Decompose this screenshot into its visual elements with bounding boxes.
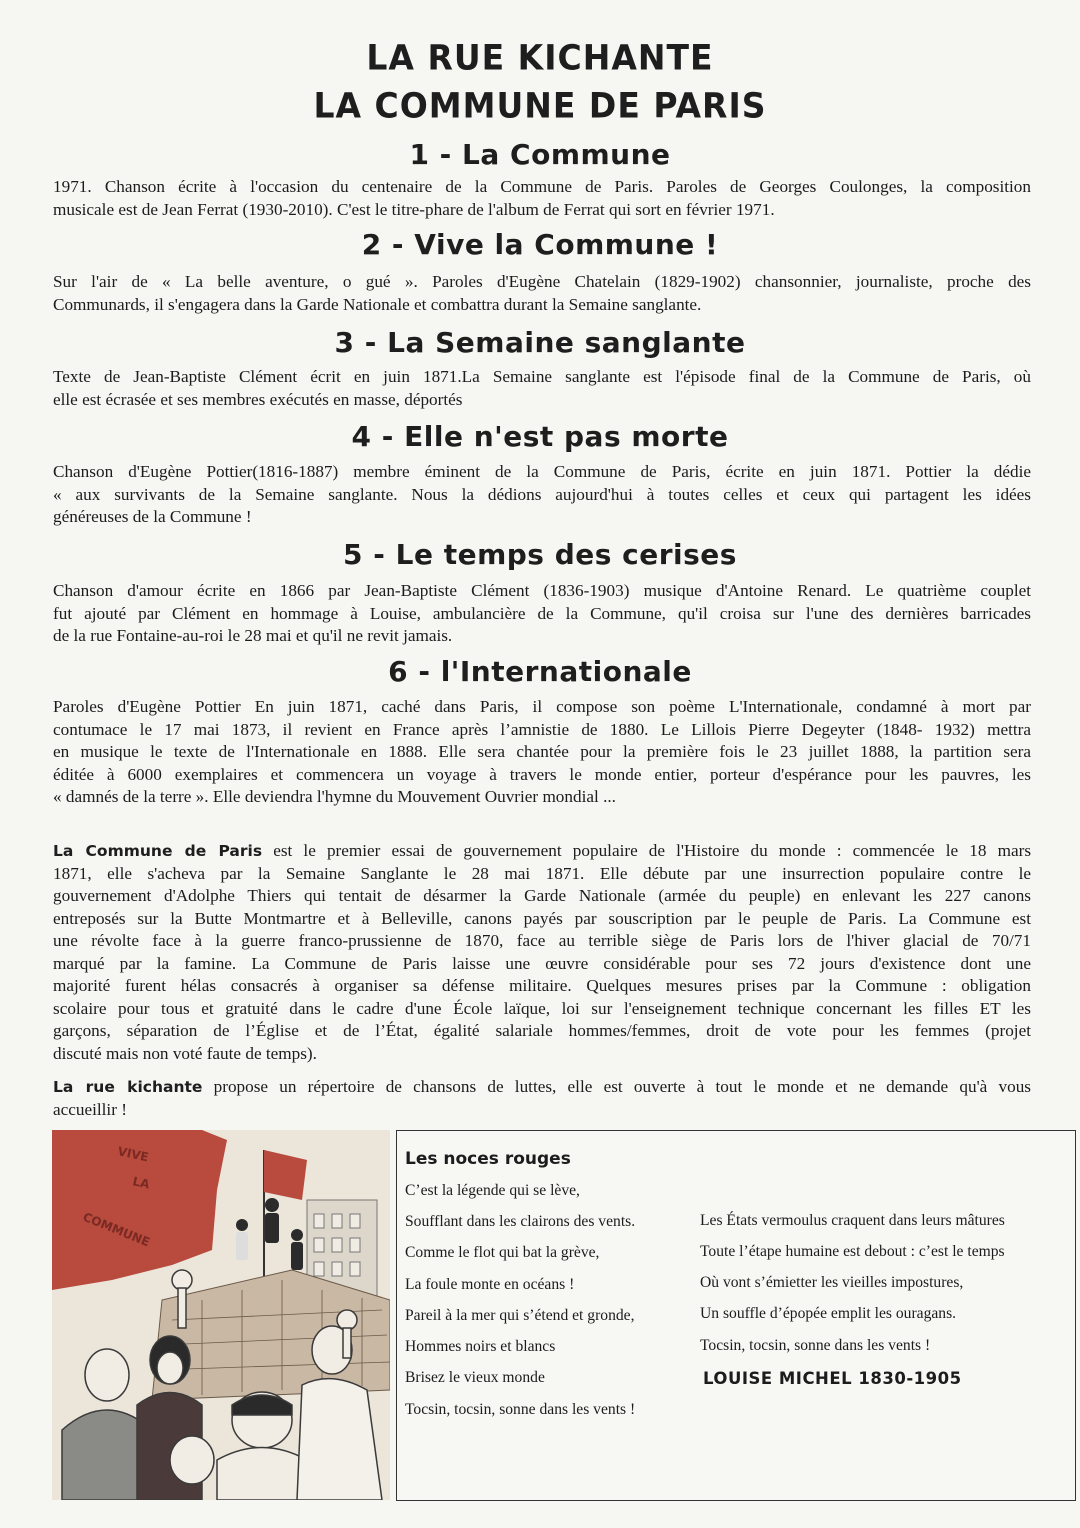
song-text-5 (53, 580, 1031, 648)
text-line: Sur l'air de « La belle aventure, o gué ». Paroles d'Eugène Chatelain (1829-1902) chansonnier, journaliste, proche des (53, 272, 1031, 291)
svg-text:COMMUNE: COMMUNE (80, 1209, 152, 1250)
poem-line: Tocsin, tocsin, sonne dans les vents ! (405, 1401, 636, 1418)
song-title-5: 5 - Le temps des cerises (343, 538, 737, 571)
commune-illustration (52, 1130, 390, 1500)
song-title-1: 1 - La Commune (409, 138, 671, 171)
text-line: garçons, séparation de l’Église et de l’État, égalité salariale hommes/femmes, droit de vote pour les femmes (projet (53, 1021, 1031, 1040)
svg-text:VIVE: VIVE (116, 1144, 150, 1165)
text-line: contumace le 17 mai 1873, il revient en France après l’amnistie de 1880. Le Lillois Pierre Degeyter (1848- 1932) mettra (53, 719, 1031, 739)
song-text-4 (53, 461, 1031, 529)
main-title: LA RUE KICHANTE (366, 37, 714, 78)
text-line: 1971. Chanson écrite à l'occasion du centenaire de la Commune de Paris. Paroles de Georges Coulonges, la composition (53, 177, 1031, 196)
poem-line: Brisez le vieux monde (405, 1369, 545, 1386)
text-line (53, 1076, 1031, 1099)
text-line: Paroles d'Eugène Pottier En juin 1871, caché dans Paris, il compose son poème L'Internationale, condamné à mort par (53, 697, 1031, 716)
rue-lead: La rue kichante (53, 1078, 203, 1096)
text-line: Chanson d'Eugène Pottier(1816-1887) membre éminent de la Commune de Paris, écrite en juin 1871. Pottier la dédie (53, 462, 1031, 481)
poem-line: Tocsin, tocsin, sonne dans les vents ! (700, 1337, 931, 1354)
text-line: Communards, il s'engagera dans la Garde Nationale et combattra durant la Semaine sanglante. (53, 294, 702, 314)
text-line: généreuses de la Commune ! (53, 507, 252, 526)
commune-lead: La Commune de Paris (53, 842, 263, 860)
text-line: éditée à 6000 exemplaires et commencera un voyage à travers le monde entier, porteur d'espérance pour les pauvres, les (53, 764, 1031, 784)
poem-line: Un souffle d’épopée emplit les ouragans. (700, 1305, 957, 1322)
poem-line: C’est la légende qui se lève, (405, 1182, 580, 1199)
subtitle: LA COMMUNE DE PARIS (313, 85, 767, 126)
text-line: de la rue Fontaine-au-roi le 28 mai et qu'il ne revit jamais. (53, 626, 453, 645)
commune-paragraph (53, 840, 1031, 1065)
text-line: gouvernement d'Adolphe Thiers qui tentait de désarmer la Garde Nationale (armée du peuple) en enlevant les 227 canons (53, 886, 1031, 905)
song-title-2: 2 - Vive la Commune ! (361, 228, 719, 261)
song-text-1 (53, 176, 1031, 221)
poem-box (396, 1130, 1076, 1501)
poem-line: La foule monte en océans ! (405, 1276, 575, 1293)
rue-paragraph (53, 1076, 1031, 1121)
poem-line: Pareil à la mer qui s’étend et gronde, (405, 1307, 635, 1324)
text-line: en musique le texte de l'Internationale en 1888. Elle sera chantée pour la première fois le 23 juillet 1888, la partition sera (53, 742, 1031, 761)
text-line: une révolte face à la guerre franco-prussienne de 1870, face au terrible siège de Paris lors de l'hiver glacial de 70/71 (53, 931, 1031, 950)
commune-first-line: est le premier essai de gouvernement populaire de l'Histoire du monde : commencée le 18 mars (273, 841, 1032, 860)
text-line: majorité furent hélas consacrés à organiser sa défense militaire. Quelques mesures prises par la Commune : obligation (53, 976, 1031, 995)
song-title-3: 3 - La Semaine sanglante (334, 326, 746, 359)
text-line: entreposés sur la Butte Montmartre et à Belleville, canons payés par souscription par le peuple de Paris. La Commune est (53, 908, 1031, 928)
poem-author: LOUISE MICHEL 1830-1905 (703, 1369, 962, 1388)
text-line: elle est écrasée et ses membres exécutés en masse, déportés (53, 389, 463, 409)
text-line: Texte de Jean-Baptiste Clément écrit en juin 1871.La Semaine sanglante est l'épisode final de la Commune de Paris, où (53, 367, 1031, 386)
poem-line: Soufflant dans les clairons des vents. (405, 1213, 636, 1230)
song-title-4: 4 - Elle n'est pas morte (351, 420, 729, 453)
poem-title: Les noces rouges (405, 1149, 571, 1169)
text-line: accueillir ! (53, 1099, 127, 1119)
song-title-6: 6 - l'Internationale (388, 655, 692, 688)
song-text-3 (53, 366, 1031, 411)
rue-first-line: propose un répertoire de chansons de luttes, elle est ouverte à tout le monde et ne demande qu'à vous (213, 1077, 1031, 1096)
poem-line: Toute l’étape humaine est debout : c’est le temps (700, 1243, 1005, 1260)
text-line: marqué par la famine. La Commune de Paris laisse une œuvre considérable pour ses 72 jours d'existence dont une (53, 953, 1031, 973)
text-line: « aux survivants de la Semaine sanglante. Nous la dédions aujourd'hui à toutes celles et ceux qui partagent les idées (53, 484, 1031, 504)
song-text-2 (53, 271, 1031, 316)
text-line: fut ajouté par Clément en hommage à Louise, ambulancière de la Commune, qu'il croisa sur l'une des dernières barricades (53, 603, 1031, 623)
barricade-illustration (52, 1130, 390, 1500)
poem-line: Les États vermoulus craquent dans leurs mâtures (700, 1212, 1005, 1229)
poem-line: Comme le flot qui bat la grève, (405, 1244, 600, 1261)
text-line (53, 840, 1031, 863)
text-line: discuté mais non voté faute de temps). (53, 1043, 317, 1063)
text-line: 1871, elle s'acheva par la Semaine Sanglante le 28 mai 1871. Elle débute par une insurrection populaire contre le (53, 863, 1031, 883)
poem-line: Où vont s’émietter les vieilles impostures, (700, 1274, 964, 1291)
song-text-6 (53, 696, 1031, 809)
text-line: Chanson d'amour écrite en 1866 par Jean-Baptiste Clément (1836-1903) musique d'Antoine Renard. Le quatrième couplet (53, 581, 1031, 600)
poem-line: Hommes noirs et blancs (405, 1338, 556, 1355)
text-line: « damnés de la terre ». Elle deviendra l'hymne du Mouvement Ouvrier mondial ... (53, 787, 616, 806)
text-line: musicale est de Jean Ferrat (1930-2010). C'est le titre-phare de l'album de Ferrat qui sort en février 1971. (53, 199, 775, 219)
text-line: scolaire pour tous et gratuité dans le cadre d'une École laïque, loi sur l'enseignement technique concernant les filles ET les (53, 998, 1031, 1018)
svg-text:LA: LA (131, 1174, 151, 1192)
